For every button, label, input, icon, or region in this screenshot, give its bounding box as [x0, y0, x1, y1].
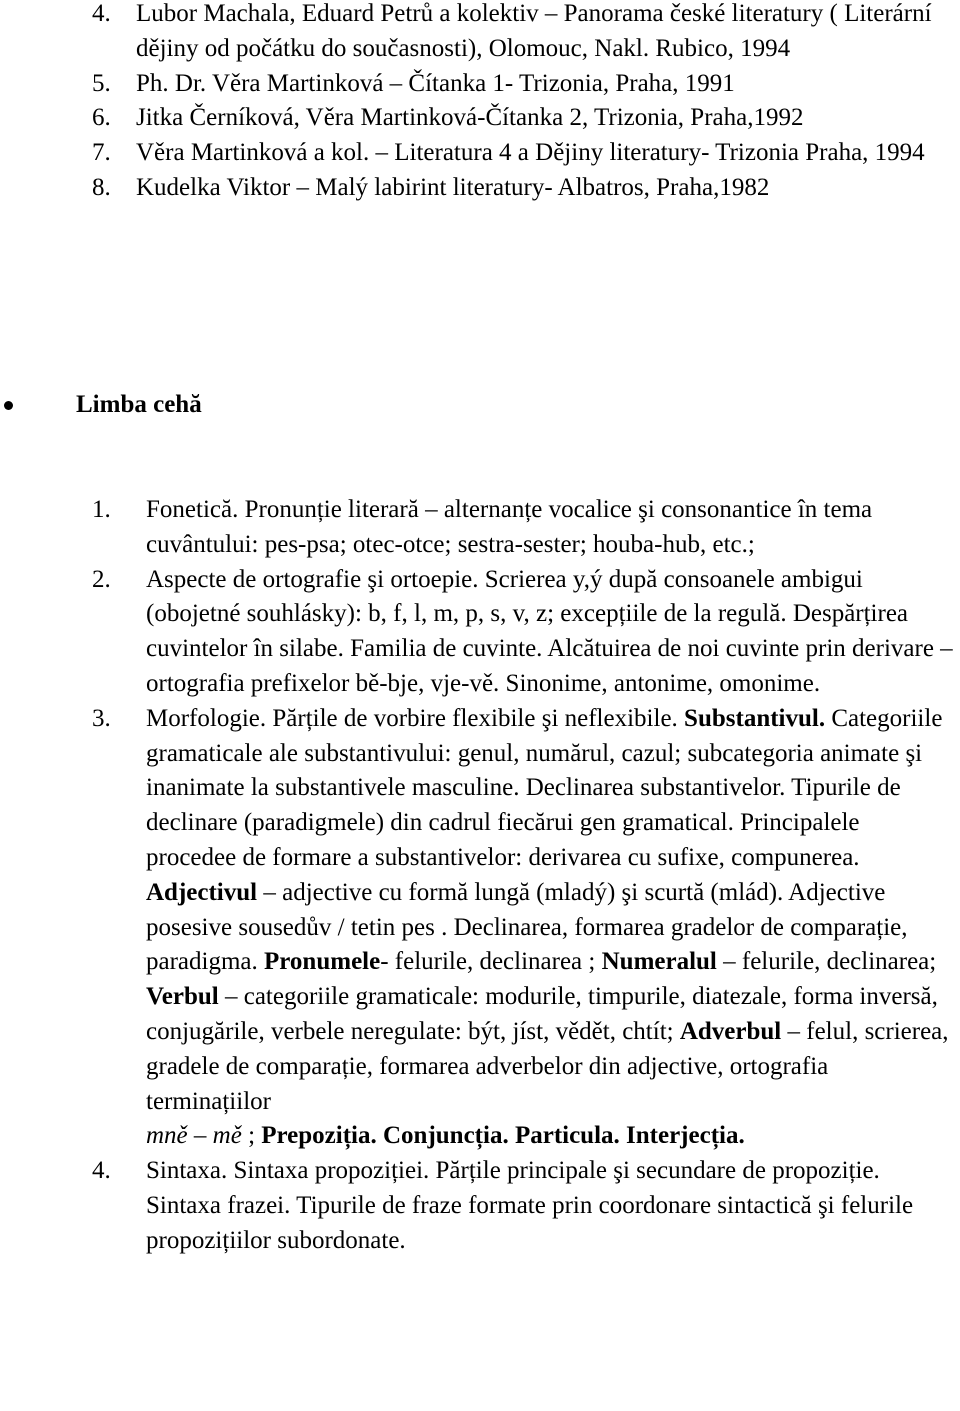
section-heading-text: Limba cehă: [76, 391, 202, 418]
substantivul-text: Categoriile gramaticale ale substantivului: genul, numărul, cazul; subcategoria animate şi inanimate la substantivele masculine. Declinarea substantivelor. Tipurile de declinare (paradigmele) din cadrul fiecărui gen gramatical. Principalele procedee de formare a substantivelor: derivarea cu sufixe, compunerea.: [146, 704, 943, 871]
term-pronumele: Pronumele: [264, 948, 381, 976]
syllabus-item-syntax: [0, 1154, 960, 1258]
term-substantivul: Substantivul.: [684, 704, 826, 732]
reference-text: Lubor Machala, Eduard Petrů a kolektiv – Panorama české literatury ( Literární dějiny od počátku do současnosti), Olomouc, Nakl. Rubico, 1994: [136, 0, 932, 62]
verbul-text: – categoriile gramaticale: modurile, timpurile, diatezale, forma inversă, conjugările, verbele neregulate: být, jíst, vědět, chtít;: [146, 983, 938, 1045]
syllabus-number: 3.: [92, 704, 111, 732]
term-final-parts: Prepoziția. Conjuncția. Particula. Interjecția.: [261, 1122, 745, 1150]
syllabus-number: 1.: [92, 496, 111, 523]
reference-text: Kudelka Viktor – Malý labirint literatury- Albatros, Praha,1982: [136, 173, 770, 201]
bullet-icon: [4, 401, 13, 410]
syllabus-text: Aspecte de ortografie şi ortoepie. Scrierea y,ý după consoanele ambigui (obojetné souhlásky): b, f, l, m, p, s, v, z; excepțiile de la regulă. Despărțirea cuvintelor în silabe. Familia de cuvinte. Alcătuirea de noi cuvinte prin derivare – ortografia prefixelor bě-bje, vje-vě. Sinonime, antonime, omonime.: [146, 565, 953, 697]
syllabus-list: [0, 493, 960, 1259]
separator-text: ;: [241, 1122, 262, 1150]
numeralul-text: – felurile, declinarea;: [716, 948, 937, 976]
reference-item: [0, 136, 960, 171]
reference-number: 6.: [92, 104, 111, 132]
reference-number: 8.: [92, 173, 111, 201]
reference-item: [0, 101, 960, 136]
reference-item: [0, 171, 960, 206]
syllabus-item-phonetics: [0, 493, 960, 563]
reference-text: Věra Martinková a kol. – Literatura 4 a Dějiny literatury- Trizonia Praha, 1994: [136, 139, 925, 167]
term-adverbul: Adverbul: [679, 1017, 782, 1045]
italic-example: mně – mě: [146, 1122, 242, 1150]
adverbul-text: – felul, scrierea, gradele de comparație, formarea adverbelor din adjective, ortografia terminațiilor: [146, 1017, 949, 1115]
references-list: [0, 0, 960, 206]
syllabus-text: Sintaxa. Sintaxa propoziției. Părțile principale şi secundare de propoziție. Sintaxa frazei. Tipurile de fraze formate prin coordonare sintactică şi felurile propozițiilor subordonate.: [146, 1157, 914, 1254]
term-adjectivul: Adjectivul: [146, 878, 258, 906]
pronumele-text: - felurile, declinarea ;: [380, 948, 602, 976]
reference-text: Jitka Černíková, Věra Martinková-Čítanka 2, Trizonia, Praha,1992: [136, 104, 804, 132]
reference-number: 4.: [92, 0, 111, 27]
morphology-intro: Morfologie. Părțile de vorbire flexibile şi neflexibile.: [146, 704, 678, 732]
reference-item: [0, 67, 960, 102]
syllabus-item-orthography: [0, 563, 960, 702]
reference-number: 7.: [92, 139, 111, 167]
adjectivul-text: – adjective cu formă lungă (mladý) şi scurtă (mlád). Adjective posesive sousedův / tetin pes . Declinarea, formarea gradelor de comparație, paradigma.: [146, 878, 908, 976]
term-numeralul: Numeralul: [601, 948, 717, 976]
syllabus-number: 4.: [92, 1157, 111, 1185]
syllabus-number: 2.: [92, 565, 111, 593]
reference-item: [0, 0, 960, 67]
syllabus-text: Fonetică. Pronunție literară – alternanțe vocalice şi consonantice în tema cuvântului: pes-psa; otec-otce; sestra-sester; houba-hub, etc.;: [146, 496, 873, 558]
reference-number: 5.: [92, 69, 111, 97]
reference-text: Ph. Dr. Věra Martinková – Čítanka 1- Trizonia, Praha, 1991: [136, 69, 735, 97]
syllabus-item-morphology: [0, 702, 960, 1154]
term-verbul: Verbul: [146, 983, 219, 1011]
section-heading: [0, 388, 960, 422]
